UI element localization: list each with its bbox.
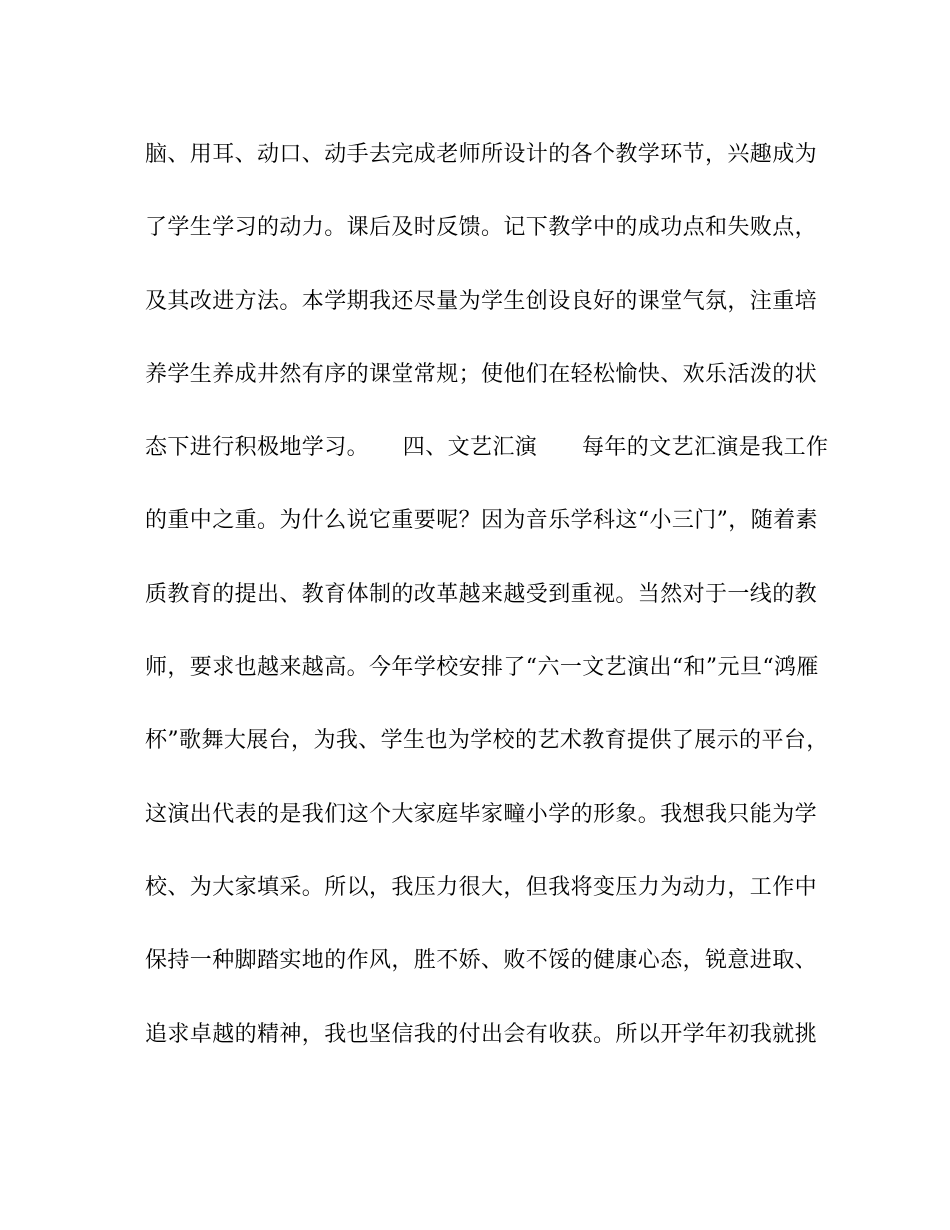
text-line: 养学生养成井然有序的课堂常规；使他们在轻松愉快、欢乐活泼的状: [145, 361, 818, 387]
text-line: 态下进行积极地学习。 四、文艺汇演 每年的文艺汇演是我工作: [145, 435, 829, 461]
text-line: 了学生学习的动力。课后及时反馈。记下教学中的成功点和失败点，: [145, 215, 818, 241]
text-line: 校、为大家填采。所以，我压力很大，但我将变压力为动力，工作中: [145, 874, 818, 900]
text-line: 杯”歌舞大展台，为我、学生也为学校的艺术教育提供了展示的平台，: [145, 728, 829, 754]
text-line: 师，要求也越来越高。今年学校安排了“六一文艺演出“和”元旦“鸿雁: [145, 655, 819, 681]
text-line: 质教育的提出、教育体制的改革越来越受到重视。当然对于一线的教: [145, 581, 818, 607]
text-line: 的重中之重。为什么说它重要呢？因为音乐学科这“小三门”，随着素: [145, 508, 818, 534]
text-line: 保持一种脚踏实地的作风，胜不娇、败不馁的健康心态，锐意进取、: [145, 948, 818, 974]
text-line: 脑、用耳、动口、动手去完成老师所设计的各个教学环节，兴趣成为: [145, 142, 818, 167]
text-line: 这演出代表的是我们这个大家庭毕家疃小学的形象。我想我只能为学: [145, 801, 818, 827]
text-line: 及其改进方法。本学期我还尽量为学生创设良好的课堂气氛，注重培: [145, 288, 818, 314]
body-text: [145, 135, 829, 1088]
text-line: 追求卓越的精神，我也坚信我的付出会有收获。所以开学年初我就挑: [145, 1021, 818, 1047]
